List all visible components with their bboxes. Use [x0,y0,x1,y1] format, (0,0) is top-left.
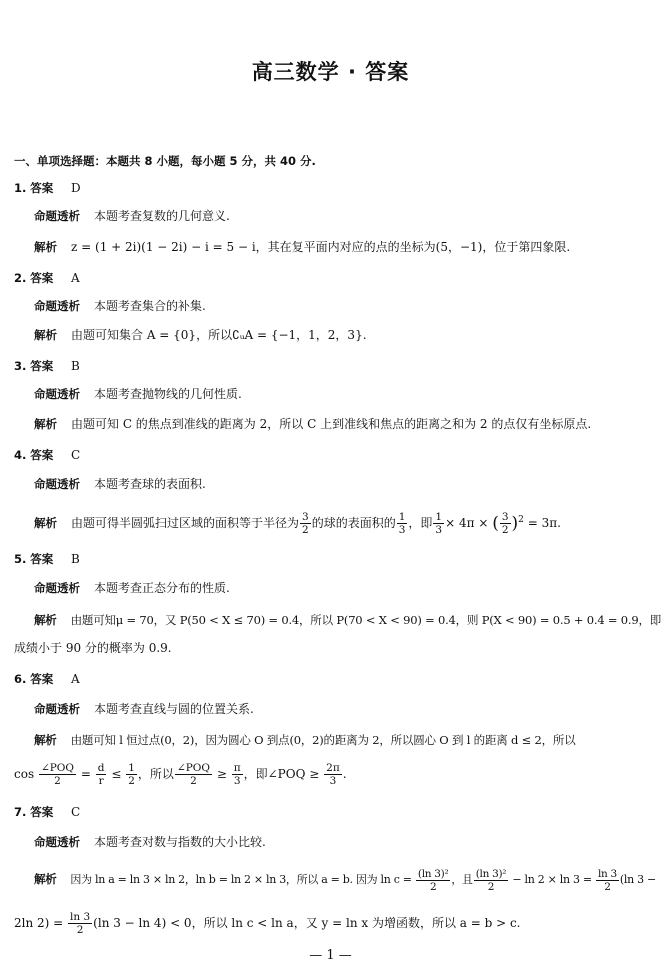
analysis-text: 由题可知 l 恒过点(0，2)，因为圆心 O 到点(0，2)的距离为 2，所以圆心 O 到 l 的距离 d ≤ 2，所以 [70,733,576,747]
question-5-intent [34,580,230,596]
analysis-label: 解析 [34,328,57,342]
page-number: — 1 — [309,948,352,963]
fraction: $\frac{3}{2}$ [501,511,509,536]
analysis-text: = 3π. [527,516,561,530]
answer-label: 答案 [30,448,54,462]
question-5-analysis [34,612,661,628]
analysis-text: (ln 3 − ln 4) < 0，所以 ln c < ln a，又 y = ln x 为增函数，所以 a = b > c. [93,916,521,930]
answer-label: 答案 [30,359,54,373]
analysis-text: ，且 [451,873,473,886]
question-4-analysis: 解析 由题可得半圆弧扫过区域的面积等于半径为 $\frac{3}{2}$ 的球的表面积的 $\frac{1}{3}$ ，即 $\frac{1}{3}$ × 4π × ( $\frac{3}{2}$ )$^2$ = 3π. [34,511,561,536]
question-3-analysis [34,416,591,432]
intent-label: 命题透析 [34,477,80,491]
answer-value: C [71,448,81,462]
analysis-text: z = (1 + 2i)(1 − 2i) − i = 5 − i，其在复平面内对应的点的坐标为(5，−1)，位于第四象限. [71,240,571,254]
question-4-header [14,447,80,463]
analysis-text: cos [14,767,35,781]
intent-text: 本题考查对数与指数的大小比较. [94,835,266,849]
answer-label: 答案 [30,672,54,686]
answer-label: 答案 [30,271,54,285]
question-number: 7. [14,805,27,819]
fraction: $\frac{1}{2}$ [128,762,135,787]
intent-label: 命题透析 [34,835,80,849]
question-number: 5. [14,552,27,566]
intent-label: 命题透析 [34,702,80,716]
question-7-analysis [34,864,656,895]
question-5-analysis-continued: 成绩小于 90 分的概率为 0.9. [14,641,172,655]
question-1-header [14,180,81,196]
question-4-intent [34,476,206,492]
answer-label: 答案 [30,805,54,819]
analysis-text: 由题可知集合 A = {0}，所以∁ᵤA = {−1，1，2，3}. [71,328,367,342]
analysis-text: ，所以 [137,767,174,781]
analysis-text: . [342,767,347,781]
fraction: $\frac{\ln 3}{2}$ [70,911,91,936]
question-number: 6. [14,672,27,686]
answer-label: 答案 [30,552,54,566]
analysis-text: − ln 2 × ln 3 = [512,873,592,886]
analysis-text: 由题可知μ = 70，又 P(50 < X ≤ 70) = 0.4，所以 P(70 < X < 90) = 0.4，则 P(X < 90) = 0.5 + 0.4 = 0.9，即 [70,613,661,627]
answer-value: D [71,181,81,195]
question-number: 3. [14,359,27,373]
question-3-intent [34,386,242,402]
intent-text: 本题考查复数的几何意义. [94,209,230,223]
analysis-text: 2ln 2) = [14,916,64,930]
analysis-text: ，即∠POQ ≥ [243,767,320,781]
analysis-label: 解析 [34,872,57,886]
fraction: $\frac{\text{∠POQ}}{2}$ [176,762,210,787]
fraction: $\frac{\text{(ln 3)²}}{2}$ [417,867,449,893]
analysis-text: ≥ [216,767,227,781]
analysis-text: 因为 ln a = ln 3 × ln 2，ln b = ln 2 × ln 3，所以 a = b. 因为 ln c = [70,873,412,886]
fraction: $\frac{d}{r}$ [97,762,105,787]
question-number: 1. [14,181,27,195]
analysis-text: ≤ [111,767,122,781]
question-1-analysis [34,239,570,255]
fraction: $\frac{\text{∠POQ}}{2}$ [40,762,75,787]
question-3-header [14,358,80,374]
fraction: $\frac{\text{(ln 3)²}}{2}$ [475,867,507,893]
answer-value: B [71,359,80,373]
question-5-header [14,551,80,567]
question-6-header [14,671,80,687]
section-heading: 一、单项选择题：本题共 8 小题，每小题 5 分，共 40 分. [14,154,316,168]
answer-value: A [71,271,80,285]
analysis-text: = [80,767,91,781]
intent-text: 本题考查抛物线的几何性质. [94,387,242,401]
question-2-intent [34,298,206,314]
fraction: $\frac{1}{3}$ [435,511,443,536]
question-6-analysis-continued [14,758,347,790]
question-2-header [14,270,80,286]
intent-text: 本题考查直线与圆的位置关系. [94,702,254,716]
paren-open: ( [492,513,499,534]
analysis-label: 解析 [34,240,57,254]
answer-label: 答案 [30,181,54,195]
page-title: 高三数学 · 答案 [251,60,410,84]
fraction: $\frac{2\pi}{3}$ [326,762,340,787]
intent-text: 本题考查球的表面积. [94,477,206,491]
intent-label: 命题透析 [34,209,80,223]
answer-value: B [71,552,80,566]
analysis-text: 的球的表面积的 [311,516,396,530]
question-7-analysis-continued [14,908,521,938]
intent-label: 命题透析 [34,581,80,595]
intent-text: 本题考查正态分布的性质. [94,581,230,595]
analysis-label: 解析 [34,516,57,530]
question-2-analysis [34,327,367,343]
analysis-text: × 4π × [445,516,489,530]
fraction: $\frac{1}{3}$ [398,511,406,536]
fraction: $\frac{\ln 3}{2}$ [597,867,617,893]
question-6-analysis [34,732,576,748]
answer-value: C [71,805,81,819]
question-7-header [14,804,80,820]
analysis-label: 解析 [34,417,57,431]
question-number: 4. [14,448,27,462]
fraction: $\frac{\pi}{3}$ [233,762,241,787]
question-number: 2. [14,271,27,285]
fraction: $\frac{3}{2}$ [302,511,309,536]
intent-label: 命题透析 [34,299,80,313]
question-6-intent [34,701,254,717]
analysis-text: ，即 [408,516,433,530]
intent-label: 命题透析 [34,387,80,401]
analysis-text: (ln 3 − [619,873,656,886]
intent-text: 本题考查集合的补集. [94,299,206,313]
analysis-label: 解析 [34,613,57,627]
answer-value: A [71,672,80,686]
analysis-label: 解析 [34,733,57,747]
analysis-text: 由题可知 C 的焦点到准线的距离为 2，所以 C 上到准线和焦点的距离之和为 2 的点仅有坐标原点. [71,417,592,431]
analysis-text: 由题可得半圆弧扫过区域的面积等于半径为 [71,516,300,530]
paren-close: ) [511,513,519,534]
question-1-intent [34,208,230,224]
question-7-intent [34,834,266,850]
